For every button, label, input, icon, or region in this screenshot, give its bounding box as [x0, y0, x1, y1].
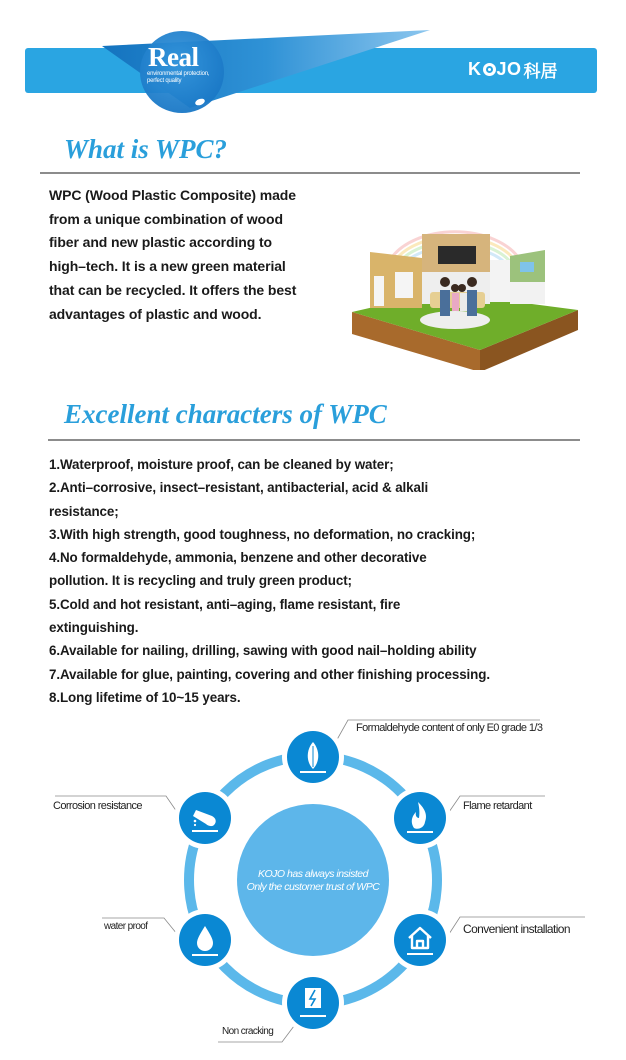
badge-title: Real	[148, 42, 199, 72]
badge-subtitle-line1: environmental protection,	[147, 71, 210, 77]
feature-line: 1.Waterproof, moisture proof, can be cleaned by water;	[49, 457, 394, 472]
logo-o-icon	[483, 63, 496, 76]
description-line: from a unique combination of wood	[49, 210, 283, 227]
callout-non-cracking: Non cracking	[222, 1026, 274, 1037]
center-slogan	[233, 868, 393, 894]
callout-flame-retardant: Flame retardant	[463, 800, 532, 812]
feature-line: 7.Available for glue, painting, covering and other finishing processing.	[49, 666, 490, 682]
callout-waterproof: water proof	[104, 921, 148, 932]
feature-line: extinguishing.	[49, 620, 139, 636]
description-line: that can be recycled. It offers the best	[49, 281, 297, 298]
kojo-logo	[468, 57, 558, 81]
node-corrosion	[174, 787, 236, 849]
feature-line: 3.With high strength, good toughness, no deformation, no cracking;	[49, 526, 476, 542]
feature-line: 4.No formaldehyde, ammonia, benzene and other decorative	[49, 550, 427, 566]
crack-icon	[305, 988, 321, 1008]
badge-subtitle-line2: perfect quality	[147, 78, 182, 84]
node-formaldehyde	[282, 726, 344, 788]
what-is-wpc-heading: What is WPC?	[64, 134, 228, 164]
features-list	[49, 453, 589, 709]
callout-formaldehyde: Formaldehyde content of only E0 grade 1/3	[356, 722, 543, 734]
logo-letter-k: K	[468, 58, 482, 79]
slogan-line1: KOJO has always insisted	[258, 868, 368, 880]
feature-line: pollution. It is recycling and truly green product;	[49, 573, 352, 589]
feature-line: 2.Anti–corrosive, insect–resistant, antibacterial, acid & alkali	[49, 480, 429, 496]
description-line: high–tech. It is a new green material	[49, 258, 286, 275]
description-line: fiber and new plastic according to	[49, 234, 272, 251]
badge-subtitle	[147, 71, 237, 85]
section-divider	[48, 439, 580, 441]
feature-line: 6.Available for nailing, drilling, sawing with good nail–holding ability	[49, 643, 477, 659]
feature-line: 8.Long lifetime of 10~15 years.	[49, 689, 241, 705]
node-waterproof	[174, 909, 236, 971]
slogan-line2: Only the customer trust of WPC	[246, 881, 380, 893]
excellent-characters-heading: Excellent characters of WPC	[64, 399, 387, 429]
description-line: WPC (Wood Plastic Composite) made	[49, 187, 296, 203]
wpc-description	[49, 184, 321, 326]
node-flame	[389, 787, 451, 849]
feature-line: 5.Cold and hot resistant, anti–aging, flame resistant, fire	[49, 596, 401, 612]
feature-line: resistance;	[49, 503, 119, 519]
node-noncracking	[282, 972, 344, 1034]
description-line: advantages of plastic and wood.	[49, 305, 262, 322]
logo-chinese: 科居	[523, 61, 558, 81]
logo-letters-jo: JO	[496, 58, 522, 79]
section-divider	[40, 172, 580, 174]
callout-corrosion-resistance: Corrosion resistance	[53, 800, 142, 812]
house-illustration	[330, 200, 580, 370]
callout-convenient-installation: Convenient installation	[463, 922, 570, 936]
node-install	[389, 909, 451, 971]
